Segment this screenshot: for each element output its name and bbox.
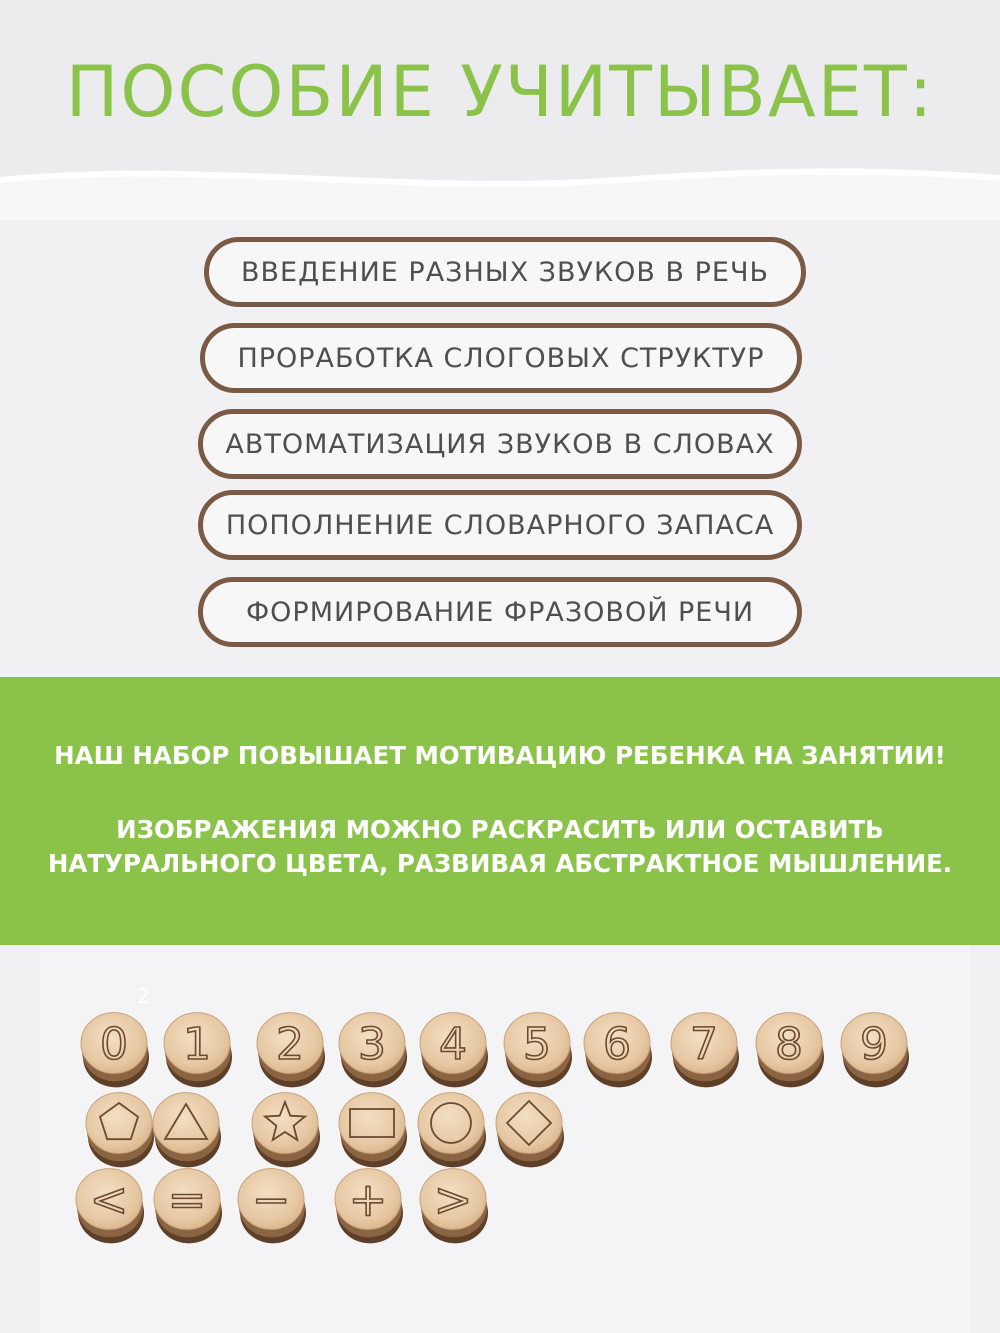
digit-chip <box>756 1013 824 1088</box>
banner-line-3: НАТУРАЛЬНОГО ЦВЕТА, РАЗВИВАЯ АБСТРАКТНОЕ МЫШЛЕНИЕ. <box>47 849 953 878</box>
svg-text:>: > <box>433 1172 473 1227</box>
corner-mark: 2 <box>137 984 150 1008</box>
page-title: ПОСОБИЕ УЧИТЫВАЕТ: <box>65 51 935 133</box>
svg-text:=: = <box>167 1172 207 1227</box>
svg-text:8: 8 <box>775 1018 803 1070</box>
rectangle-icon <box>339 1093 407 1168</box>
symbol-chip <box>335 1169 403 1244</box>
banner-line-2: ИЗОБРАЖЕНИЯ МОЖНО РАСКРАСИТЬ ИЛИ ОСТАВИТЬ <box>116 815 884 844</box>
digit-chip <box>257 1013 325 1088</box>
star-icon <box>252 1093 320 1168</box>
svg-text:3: 3 <box>358 1018 386 1070</box>
feature-pill: АВТОМАТИЗАЦИЯ ЗВУКОВ В СЛОВАХ <box>198 409 802 479</box>
svg-text:7: 7 <box>690 1018 718 1070</box>
svg-text:9: 9 <box>860 1018 888 1070</box>
digit-chip <box>584 1013 652 1088</box>
motivation-banner <box>0 677 1000 945</box>
svg-text:5: 5 <box>523 1018 551 1070</box>
digit-chip <box>81 1013 149 1088</box>
circle-icon <box>418 1093 486 1168</box>
symbol-chip <box>154 1169 222 1244</box>
svg-text:4: 4 <box>439 1018 467 1070</box>
digit-chip <box>671 1013 739 1088</box>
digit-chip <box>504 1013 572 1088</box>
pentagon-icon <box>86 1093 154 1168</box>
svg-text:+: + <box>348 1172 388 1227</box>
digit-chip <box>841 1013 909 1088</box>
banner-line-1: НАШ НАБОР ПОВЫШАЕТ МОТИВАЦИЮ РЕБЕНКА НА ЗАНЯТИИ! <box>54 741 946 770</box>
triangle-icon <box>153 1093 221 1168</box>
product-photo <box>0 945 1000 1333</box>
feature-pill: ФОРМИРОВАНИЕ ФРАЗОВОЙ РЕЧИ <box>198 577 802 647</box>
feature-pill: ПОПОЛНЕНИЕ СЛОВАРНОГО ЗАПАСА <box>198 490 802 560</box>
diamond-icon <box>496 1093 564 1168</box>
digit-chip <box>420 1013 488 1088</box>
symbol-chip <box>76 1169 144 1244</box>
svg-text:1: 1 <box>183 1018 211 1070</box>
svg-text:2: 2 <box>276 1018 304 1070</box>
svg-text:6: 6 <box>603 1018 631 1070</box>
svg-text:−: − <box>251 1172 291 1227</box>
svg-text:<: < <box>89 1172 129 1227</box>
feature-pill: ВВЕДЕНИЕ РАЗНЫХ ЗВУКОВ В РЕЧЬ <box>204 237 806 307</box>
digit-chip <box>339 1013 407 1088</box>
feature-pill: ПРОРАБОТКА СЛОГОВЫХ СТРУКТУР <box>200 323 802 393</box>
symbol-chip <box>238 1169 306 1244</box>
svg-text:0: 0 <box>100 1018 128 1070</box>
digit-chip <box>164 1013 232 1088</box>
wooden-chips-photo <box>0 945 1000 1333</box>
symbol-chip <box>420 1169 488 1244</box>
